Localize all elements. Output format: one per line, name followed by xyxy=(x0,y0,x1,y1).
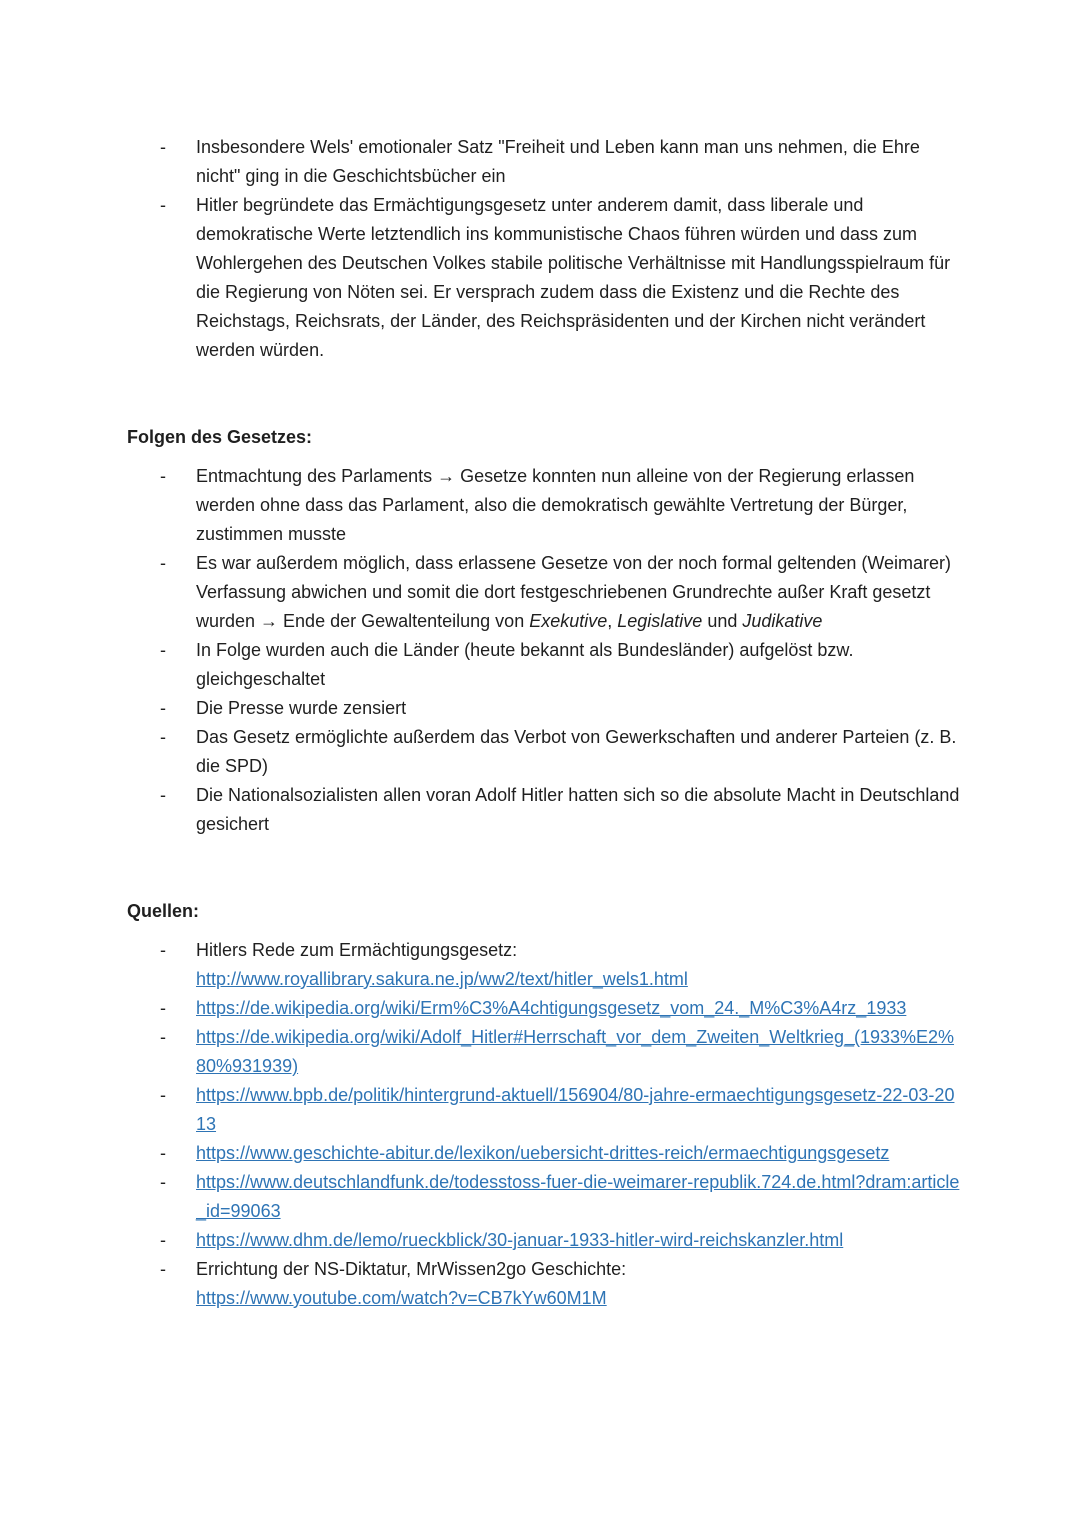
list-item xyxy=(127,636,960,694)
intro-list xyxy=(127,133,960,365)
hyperlink[interactable]: http://www.royallibrary.sakura.ne.jp/ww2/text/hitler_wels1.html xyxy=(196,969,688,989)
list-item xyxy=(127,694,960,723)
text-run: Hitler begründete das Ermächtigungsgesetz unter anderem damit, dass liberale und demokratische Werte letztendlich ins kommunistische Chaos führen würden und dass zum Wohlergehen des Deutschen Volkes stabile politische Verhältnisse mit Handlungsspielraum für die Regierung von Nöten sei. Er versprach zudem dass die Existenz und die Rechte des Reichstags, Reichsrats, der Länder, des Reichspräsidenten und der Kirchen nicht verändert werden würden. xyxy=(196,195,951,360)
text-run: und xyxy=(702,611,743,631)
hyperlink[interactable]: https://de.wikipedia.org/wiki/Adolf_Hitler#Herrschaft_vor_dem_Zweiten_Weltkrieg_(1933%E2%80%931939) xyxy=(196,1027,955,1076)
list-item xyxy=(127,1139,960,1168)
list-item xyxy=(127,462,960,549)
list-item xyxy=(127,936,960,994)
list-item xyxy=(127,1255,960,1313)
hyperlink[interactable]: https://de.wikipedia.org/wiki/Erm%C3%A4chtigungsgesetz_vom_24._M%C3%A4rz_1933 xyxy=(196,998,907,1018)
text-run: Hitlers Rede zum Ermächtigungsgesetz: xyxy=(196,940,518,960)
list-item xyxy=(127,994,960,1023)
quellen-list xyxy=(127,936,960,1313)
text-run: Das Gesetz ermöglichte außerdem das Verbot von Gewerkschaften und anderer Parteien (z. B. die SPD) xyxy=(196,727,957,776)
list-item xyxy=(127,191,960,365)
list-item xyxy=(127,549,960,636)
list-item xyxy=(127,1023,960,1081)
hyperlink[interactable]: https://www.dhm.de/lemo/rueckblick/30-januar-1933-hitler-wird-reichskanzler.html xyxy=(196,1230,844,1250)
hyperlink[interactable]: https://www.geschichte-abitur.de/lexikon/uebersicht-drittes-reich/ermaechtigungsgesetz xyxy=(196,1143,890,1163)
text-run: Entmachtung des Parlaments → Gesetze konnten nun alleine von der Regierung erlassen werden ohne dass das Parlament, also die demokratisch gewählte Vertretung der Bürger, zustimmen musste xyxy=(196,466,915,544)
text-run: Judikative xyxy=(742,611,823,631)
text-run: In Folge wurden auch die Länder (heute bekannt als Bundesländer) aufgelöst bzw. gleichgeschaltet xyxy=(196,640,854,689)
folgen-heading: Folgen des Gesetzes: xyxy=(127,427,313,447)
hyperlink[interactable]: https://www.bpb.de/politik/hintergrund-aktuell/156904/80-jahre-ermaechtigungsgesetz-22-03-2013 xyxy=(196,1085,955,1134)
text-run: , xyxy=(607,611,618,631)
hyperlink[interactable]: https://www.deutschlandfunk.de/todesstoss-fuer-die-weimarer-republik.724.de.html?dram:article_id=99063 xyxy=(196,1172,960,1221)
text-run: Exekutive xyxy=(529,611,608,631)
text-run: Die Presse wurde zensiert xyxy=(196,698,407,718)
list-item xyxy=(127,781,960,839)
folgen-list xyxy=(127,462,960,839)
list-item xyxy=(127,723,960,781)
text-run: Die Nationalsozialisten allen voran Adolf Hitler hatten sich so die absolute Macht in Deutschland gesichert xyxy=(196,785,960,834)
text-run: Insbesondere Wels' emotionaler Satz "Freiheit und Leben kann man uns nehmen, die Ehre nicht" ging in die Geschichtsbücher ein xyxy=(196,137,920,186)
text-run: Errichtung der NS-Diktatur, MrWissen2go Geschichte: xyxy=(196,1259,627,1279)
list-item xyxy=(127,133,960,191)
text-run: Legislative xyxy=(617,611,703,631)
text-run: Es war außerdem möglich, dass erlassene Gesetze von der noch formal geltenden (Weimarer) Verfassung abwichen und somit die dort festgeschriebenen Grundrechte außer Kraft gesetzt wurden → Ende der Gewaltenteilung von xyxy=(196,553,952,631)
hyperlink[interactable]: https://www.youtube.com/watch?v=CB7kYw60M1M xyxy=(196,1288,607,1308)
quellen-heading: Quellen: xyxy=(127,901,200,921)
list-item xyxy=(127,1226,960,1255)
list-item xyxy=(127,1081,960,1139)
list-item xyxy=(127,1168,960,1226)
